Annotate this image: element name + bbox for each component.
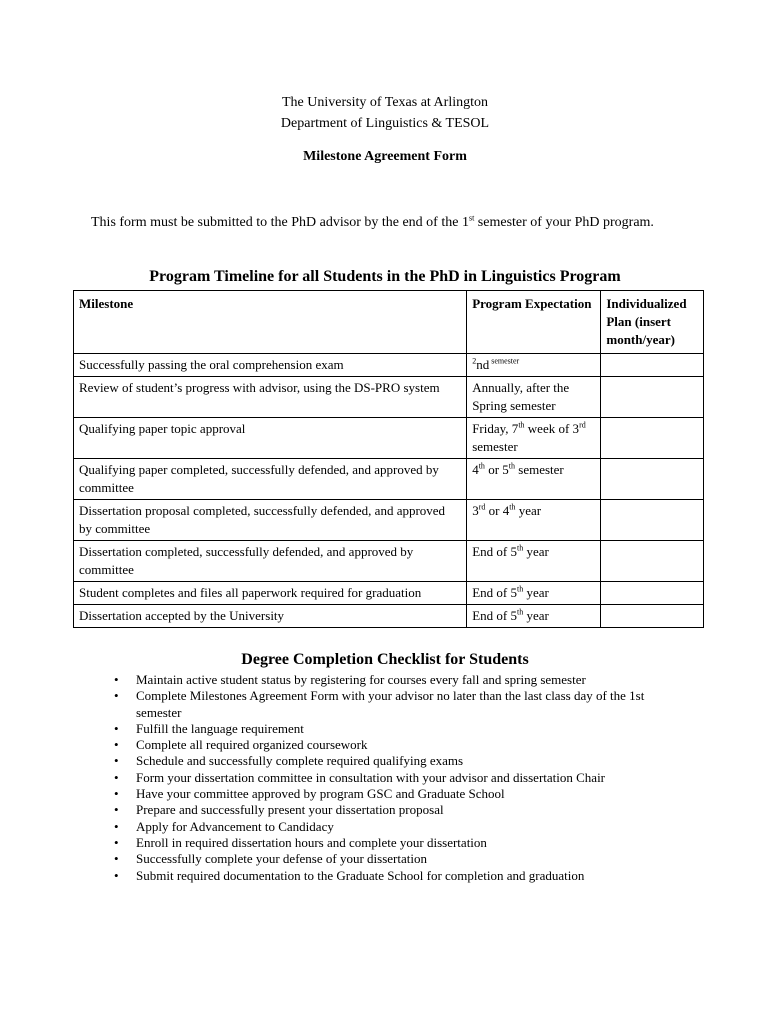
plan-cell[interactable] [601, 418, 704, 459]
bullet-icon: • [114, 672, 119, 687]
list-item-text: Maintain active student status by registering for courses every fall and spring semester [136, 672, 586, 687]
list-item [110, 819, 690, 835]
ordinal-suffix: th [516, 607, 524, 617]
expectation-cell [467, 541, 601, 582]
list-item-text: Have your committee approved by program GSC and Graduate School [136, 786, 505, 802]
bullet-icon: • [114, 737, 119, 753]
intro-text-after: semester of your PhD program. [474, 215, 654, 230]
timeline-table [73, 290, 704, 628]
expectation-text: year [515, 503, 542, 518]
list-item-text: Apply for Advancement to Candidacy [136, 818, 334, 834]
milestone-cell: Successfully passing the oral comprehension exam [74, 354, 467, 377]
expectation-cell [467, 418, 601, 459]
expectation-text: week of 3 [524, 421, 580, 436]
header-plan: Individualized Plan (insert month/year) [601, 291, 704, 354]
expectation-text: End of 5 [472, 544, 517, 559]
header-expectation: Program Expectation [467, 291, 601, 354]
expectation-text: 4 [472, 462, 479, 477]
checklist [110, 672, 690, 884]
milestone-cell: Dissertation accepted by the University [74, 605, 467, 628]
milestone-cell: Review of student’s progress with advisor, using the DS-PRO system [74, 377, 467, 418]
list-item-text: Prepare and successfully present your dissertation proposal [136, 802, 444, 818]
list-item-text: Complete all required organized coursework [136, 737, 368, 753]
expectation-text: nd [476, 357, 490, 372]
list-item [110, 753, 690, 769]
bullet-icon: • [114, 688, 119, 704]
timeline-header-row [74, 291, 704, 354]
plan-cell[interactable] [601, 541, 704, 582]
list-item-text: Schedule and successfully complete required qualifying exams [136, 753, 464, 769]
list-item [110, 672, 690, 688]
ordinal-suffix: semester [489, 356, 520, 366]
bullet-icon: • [114, 720, 119, 736]
expectation-cell [467, 459, 601, 500]
expectation-cell [467, 377, 601, 418]
list-item-text: Fulfill the language requirement [136, 720, 304, 736]
table-row [74, 541, 704, 582]
list-item [110, 688, 690, 721]
table-row [74, 582, 704, 605]
expectation-text: Annually, after the Spring semester [472, 380, 570, 413]
intro-text-before: This form must be submitted to the PhD advisor by the end of the 1 [91, 215, 469, 230]
expectation-text: or 5 [484, 462, 509, 477]
bullet-icon: • [114, 818, 119, 834]
expectation-cell [467, 354, 601, 377]
checklist-title: Degree Completion Checklist for Students [241, 651, 529, 668]
table-row [74, 605, 704, 628]
list-item-text: Complete Milestones Agreement Form with your advisor no later than the last class day of the 1st semester [136, 688, 645, 720]
intro-sup: st [468, 213, 475, 223]
milestone-cell: Qualifying paper topic approval [74, 418, 467, 459]
ordinal-suffix: th [516, 584, 524, 594]
ordinal-suffix: rd [478, 502, 486, 512]
intro-paragraph [91, 212, 671, 233]
expectation-text: semester [515, 462, 564, 477]
bullet-icon: • [114, 851, 119, 867]
milestone-cell: Dissertation completed, successfully defended, and approved by committee [74, 541, 467, 582]
list-item-text: Successfully complete your defense of your dissertation [136, 851, 427, 867]
bullet-icon: • [114, 769, 119, 785]
table-row [74, 500, 704, 541]
ordinal-suffix: th [478, 461, 485, 471]
ordinal-suffix: th [516, 543, 524, 553]
list-item [110, 721, 690, 737]
timeline-body [74, 354, 704, 628]
plan-cell[interactable] [601, 582, 704, 605]
expectation-text: End of 5 [472, 585, 517, 600]
department-name: Department of Linguistics & TESOL [280, 116, 490, 131]
university-name: The University of Texas at Arlington [281, 95, 488, 110]
bullet-icon: • [114, 786, 119, 802]
expectation-cell [467, 582, 601, 605]
header-milestone: Milestone [74, 291, 467, 354]
list-item [110, 737, 690, 753]
plan-cell[interactable] [601, 459, 704, 500]
list-item [110, 802, 690, 818]
ordinal-suffix: rd [579, 420, 586, 430]
timeline-title: Program Timeline for all Students in the PhD in Linguistics Program [149, 268, 621, 285]
bullet-icon: • [114, 834, 119, 850]
list-item [110, 868, 690, 884]
table-row [74, 418, 704, 459]
list-item [110, 835, 690, 851]
list-item-text: Enroll in required dissertation hours and complete your dissertation [136, 834, 487, 850]
expectation-text: End of 5 [472, 608, 517, 623]
ordinal-suffix: th [518, 420, 525, 430]
table-row [74, 459, 704, 500]
milestone-cell: Student completes and files all paperwork required for graduation [74, 582, 467, 605]
form-title: Milestone Agreement Form [303, 149, 467, 164]
list-item [110, 786, 690, 802]
ordinal-suffix: th [508, 461, 516, 471]
milestone-cell: Qualifying paper completed, successfully defended, and approved by committee [74, 459, 467, 500]
expectation-text: 3 [472, 503, 479, 518]
plan-cell[interactable] [601, 354, 704, 377]
ordinal-suffix: th [509, 502, 516, 512]
plan-cell[interactable] [601, 605, 704, 628]
table-row [74, 377, 704, 418]
expectation-text: year [523, 608, 549, 623]
bullet-icon: • [114, 867, 119, 883]
list-item-text: Form your dissertation committee in consultation with your advisor and dissertation Chair [136, 769, 606, 785]
milestone-cell: Dissertation proposal completed, successfully defended, and approved by committee [74, 500, 467, 541]
expectation-cell [467, 605, 601, 628]
list-item [110, 851, 690, 867]
expectation-cell [467, 500, 601, 541]
table-row [74, 354, 704, 377]
list-item-text: Submit required documentation to the Graduate School for completion and graduation [136, 867, 585, 883]
expectation-text: year [523, 544, 549, 559]
ordinal-suffix: 2 [472, 356, 477, 366]
list-item [110, 770, 690, 786]
bullet-icon: • [114, 753, 119, 769]
bullet-icon: • [114, 802, 119, 818]
expectation-text: year [523, 585, 549, 600]
expectation-text: semester [472, 439, 518, 454]
expectation-text: Friday, 7 [472, 421, 519, 436]
expectation-text: or 4 [485, 503, 510, 518]
plan-cell[interactable] [601, 500, 704, 541]
plan-cell[interactable] [601, 377, 704, 418]
